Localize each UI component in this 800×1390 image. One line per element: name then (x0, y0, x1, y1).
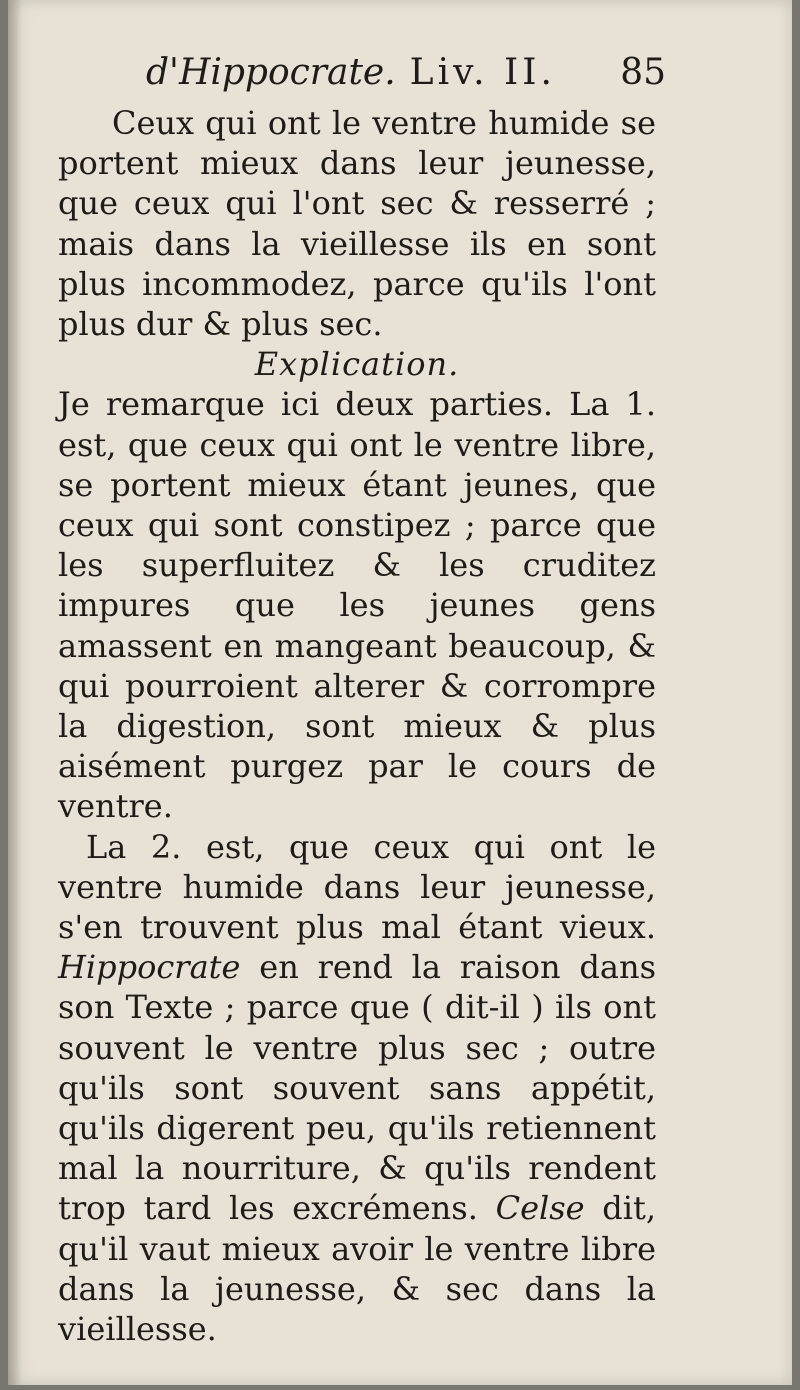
aphorism-text: Ceux qui ont le ventre humide se portent mieux dans leur jeunesse, que ceux qui l'ont sec & resserré ; mais dans la vieillesse ils en sont plus incommodez, parce qu'ils l'ont plus dur & plus sec. (58, 104, 656, 344)
running-head-title: d'Hippocrate. (146, 52, 396, 93)
page-number: 85 (620, 52, 666, 93)
book-page (8, 0, 792, 1385)
running-head (146, 48, 666, 98)
author-celse: Celse (495, 1189, 585, 1228)
para2-part-a: La 2. est, que ceux qui ont le ventre humide dans leur jeunesse, s'en trouvent plus mal étant vieux. (58, 827, 656, 947)
explication-paragraph-2 (58, 827, 656, 1350)
author-hippocrate: Hippocrate (58, 948, 241, 987)
explication-heading: Explication. (254, 345, 460, 384)
para2-part-c: dit, qu'il vaut mieux avoir le ventre libre dans la jeunesse, & sec dans la vieillesse. (58, 1189, 657, 1349)
page-gutter-shadow (8, 0, 22, 1385)
explication-paragraph-1: Je remarque ici deux parties. La 1. est, que ceux qui ont le ventre libre, se portent mieux étant jeunes, que ceux qui sont constipez ; parce que les superfluitez & les cruditez impures que les jeunes gens amassent en mangeant beaucoup, & qui pourroient alterer & corrompre la digestion, sont mieux & plus aisément purgez par le cours de ventre. (58, 385, 656, 826)
running-head-book: Liv. II. (409, 52, 556, 93)
page-body (58, 103, 656, 1349)
para2-part-b: en rend la raison dans son Texte ; parce que ( dit-il ) ils ont souvent le ventre plus sec ; outre qu'ils sont souvent sans appétit, qu'ils digerent peu, qu'ils retiennent mal la nourriture, & qu'ils rendent trop tard les excrémens. (58, 948, 657, 1228)
